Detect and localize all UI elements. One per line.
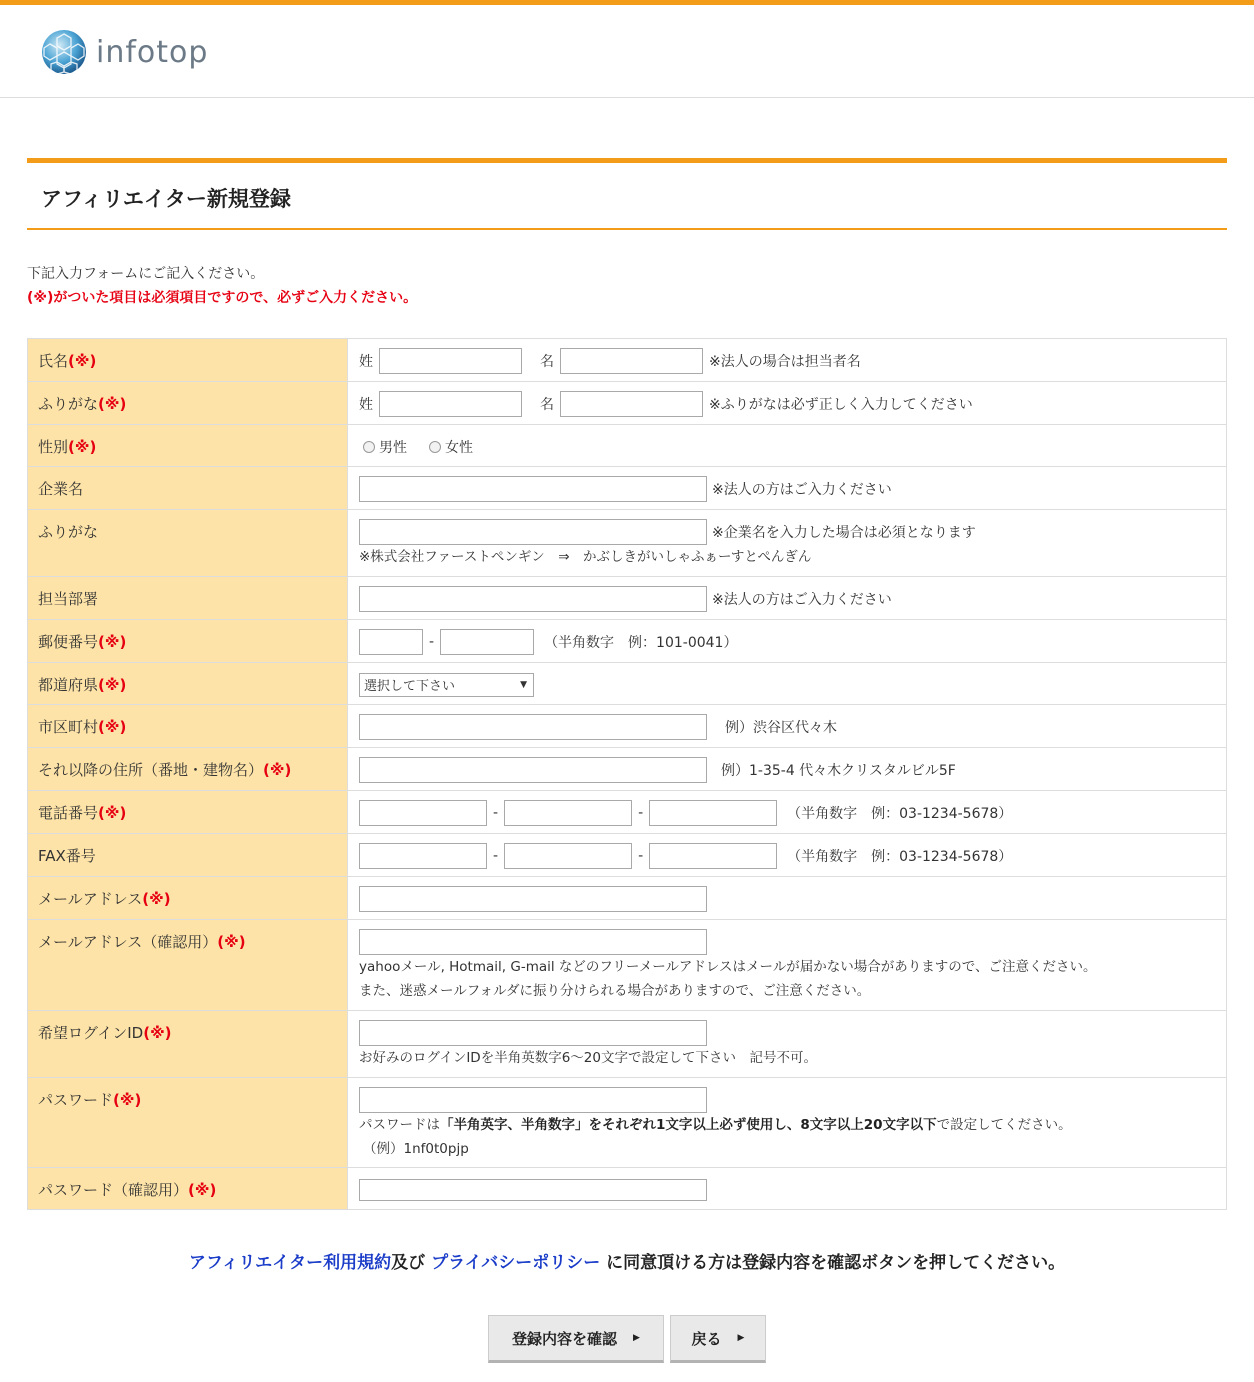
row-zip — [28, 620, 1227, 663]
agreement-instruction: に同意頂ける方は登録内容を確認ボタンを押してください。 — [606, 1253, 1066, 1273]
label-department: 担当部署 — [28, 577, 348, 620]
logo-sphere-icon — [40, 28, 88, 76]
label-fax: FAX番号 — [28, 834, 348, 877]
name-note: ※法人の場合は担当者名 — [709, 353, 861, 370]
login-id-note: お好みのログインIDを半角英数字6～20文字で設定して下さい 記号不可。 — [359, 1050, 817, 1066]
label-password: パスワード(※) — [28, 1078, 348, 1168]
fax-second-input[interactable] — [504, 843, 632, 869]
phone-second-input[interactable] — [504, 800, 632, 826]
agreement-text — [0, 1248, 1254, 1273]
sei-label: 姓 — [359, 353, 373, 370]
address-note: 例）1-35-4 代々木クリスタルビル5F — [721, 762, 956, 779]
triangle-down-icon: ▼ — [520, 679, 527, 690]
last-name-input[interactable] — [379, 348, 522, 374]
logo-wordmark: infotop — [96, 34, 209, 70]
field-password — [348, 1078, 1227, 1168]
fax-first-input[interactable] — [359, 843, 487, 869]
field-gender — [348, 425, 1227, 467]
row-company — [28, 467, 1227, 510]
email-confirm-input[interactable] — [359, 929, 707, 955]
label-phone: 電話番号(※) — [28, 791, 348, 834]
label-zip: 郵便番号(※) — [28, 620, 348, 663]
row-fax — [28, 834, 1227, 877]
field-email-confirm — [348, 920, 1227, 1011]
site-header — [0, 5, 1254, 98]
company-furigana-note: ※企業名を入力した場合は必須となります — [712, 524, 976, 541]
company-note: ※法人の方はご入力ください — [712, 481, 892, 498]
row-name — [28, 339, 1227, 382]
row-email — [28, 877, 1227, 920]
confirm-button-label: 登録内容を確認 — [512, 1329, 618, 1348]
row-login-id — [28, 1011, 1227, 1078]
field-email — [348, 877, 1227, 920]
row-prefecture — [28, 663, 1227, 705]
label-login-id: 希望ログインID(※) — [28, 1011, 348, 1078]
label-company-furigana: ふりがな — [28, 510, 348, 577]
gender-female-radio[interactable]: 女性 — [429, 437, 473, 457]
email-note-2: また、迷惑メールフォルダに振り分けられる場合がありますので、ご注意ください。 — [359, 983, 871, 999]
zip-dash: - — [429, 633, 435, 650]
row-phone — [28, 791, 1227, 834]
department-note: ※法人の方はご入力ください — [712, 591, 892, 608]
agreement-and: 及び — [391, 1253, 426, 1273]
first-name-kana-input[interactable] — [560, 391, 703, 417]
label-furigana: ふりがな(※) — [28, 382, 348, 425]
field-furigana — [348, 382, 1227, 425]
gender-male-radio[interactable]: 男性 — [363, 437, 407, 457]
required-notice: (※)がついた項目は必須項目ですので、必ずご入力ください。 — [27, 290, 418, 306]
field-prefecture — [348, 663, 1227, 705]
triangle-right-icon: ▶ — [633, 1333, 640, 1343]
label-address: それ以降の住所（番地・建物名）(※) — [28, 748, 348, 791]
fax-note: （半角数字 例：03-1234-5678） — [787, 848, 1013, 865]
field-city — [348, 705, 1227, 748]
field-address — [348, 748, 1227, 791]
city-note: 例）渋谷区代々木 — [725, 719, 837, 736]
password-input[interactable] — [359, 1087, 707, 1113]
back-button-label: 戻る — [691, 1329, 722, 1348]
triangle-right-icon: ▶ — [737, 1333, 745, 1343]
field-name — [348, 339, 1227, 382]
mei-kana-label: 名 — [540, 396, 554, 413]
intro-text — [27, 262, 417, 310]
prefecture-select[interactable] — [359, 673, 534, 697]
row-city — [28, 705, 1227, 748]
row-email-confirm — [28, 920, 1227, 1011]
furigana-note: ※ふりがなは必ず正しく入力してください — [709, 396, 973, 413]
zip-second-input[interactable] — [440, 629, 534, 655]
login-id-input[interactable] — [359, 1020, 707, 1046]
department-input[interactable] — [359, 586, 707, 612]
password-example: （例）1nf0t0pjp — [363, 1141, 469, 1157]
zip-first-input[interactable] — [359, 629, 423, 655]
row-address — [28, 748, 1227, 791]
fax-third-input[interactable] — [649, 843, 777, 869]
label-prefecture: 都道府県(※) — [28, 663, 348, 705]
row-password-confirm — [28, 1168, 1227, 1210]
privacy-link[interactable]: プライバシーポリシー — [431, 1253, 601, 1273]
back-button[interactable] — [670, 1315, 766, 1363]
label-company: 企業名 — [28, 467, 348, 510]
field-phone: - - （半角数字 例：03-1234-5678） — [348, 791, 1227, 834]
password-note: パスワードは「半角英字、半角数字」をそれぞれ1文字以上必ず使用し、8文字以上20文字以下で設定してください。 — [359, 1117, 1072, 1133]
sei-kana-label: 姓 — [359, 396, 373, 413]
company-furigana-input[interactable] — [359, 519, 707, 545]
field-department — [348, 577, 1227, 620]
field-password-confirm — [348, 1168, 1227, 1210]
label-gender: 性別(※) — [28, 425, 348, 467]
phone-note: （半角数字 例：03-1234-5678） — [787, 805, 1013, 822]
prefecture-selected: 選択して下さい — [364, 679, 456, 694]
field-company — [348, 467, 1227, 510]
company-input[interactable] — [359, 476, 707, 502]
zip-note: （半角数字 例：101-0041） — [544, 634, 738, 651]
registration-form — [27, 338, 1227, 1210]
radio-circle-icon[interactable] — [363, 441, 375, 453]
label-email: メールアドレス(※) — [28, 877, 348, 920]
row-company-furigana — [28, 510, 1227, 577]
label-email-confirm: メールアドレス（確認用）(※) — [28, 920, 348, 1011]
field-fax: - - （半角数字 例：03-1234-5678） — [348, 834, 1227, 877]
label-name: 氏名(※) — [28, 339, 348, 382]
terms-link[interactable]: アフィリエイター利用規約 — [188, 1253, 392, 1273]
phone-third-input[interactable] — [649, 800, 777, 826]
row-department — [28, 577, 1227, 620]
confirm-button[interactable] — [488, 1315, 664, 1363]
field-login-id — [348, 1011, 1227, 1078]
required-mark: (※) — [68, 352, 97, 370]
field-zip — [348, 620, 1227, 663]
first-name-input[interactable] — [560, 348, 703, 374]
address-input[interactable] — [359, 757, 707, 783]
label-city: 市区町村(※) — [28, 705, 348, 748]
company-furigana-example: ※株式会社ファーストペンギン ⇒ かぶしきがいしゃふぁーすとぺんぎん — [359, 549, 812, 565]
label-password-confirm: パスワード（確認用）(※) — [28, 1168, 348, 1210]
row-gender — [28, 425, 1227, 467]
email-input[interactable] — [359, 886, 707, 912]
row-password — [28, 1078, 1227, 1168]
email-note-1: yahooメール, Hotmail, G-mail などのフリーメールアドレスはメールが届かない場合がありますので、ご注意ください。 — [359, 959, 1097, 975]
row-furigana — [28, 382, 1227, 425]
phone-first-input[interactable] — [359, 800, 487, 826]
page-heading-box — [27, 158, 1227, 230]
field-company-furigana — [348, 510, 1227, 577]
page-title: アフィリエイター新規登録 — [41, 187, 291, 211]
infotop-logo[interactable] — [40, 27, 208, 77]
last-name-kana-input[interactable] — [379, 391, 522, 417]
city-input[interactable] — [359, 714, 707, 740]
radio-circle-icon[interactable] — [429, 441, 441, 453]
password-confirm-input[interactable] — [359, 1179, 707, 1201]
intro-instruction: 下記入力フォームにご記入ください。 — [27, 266, 265, 282]
mei-label: 名 — [540, 353, 554, 370]
